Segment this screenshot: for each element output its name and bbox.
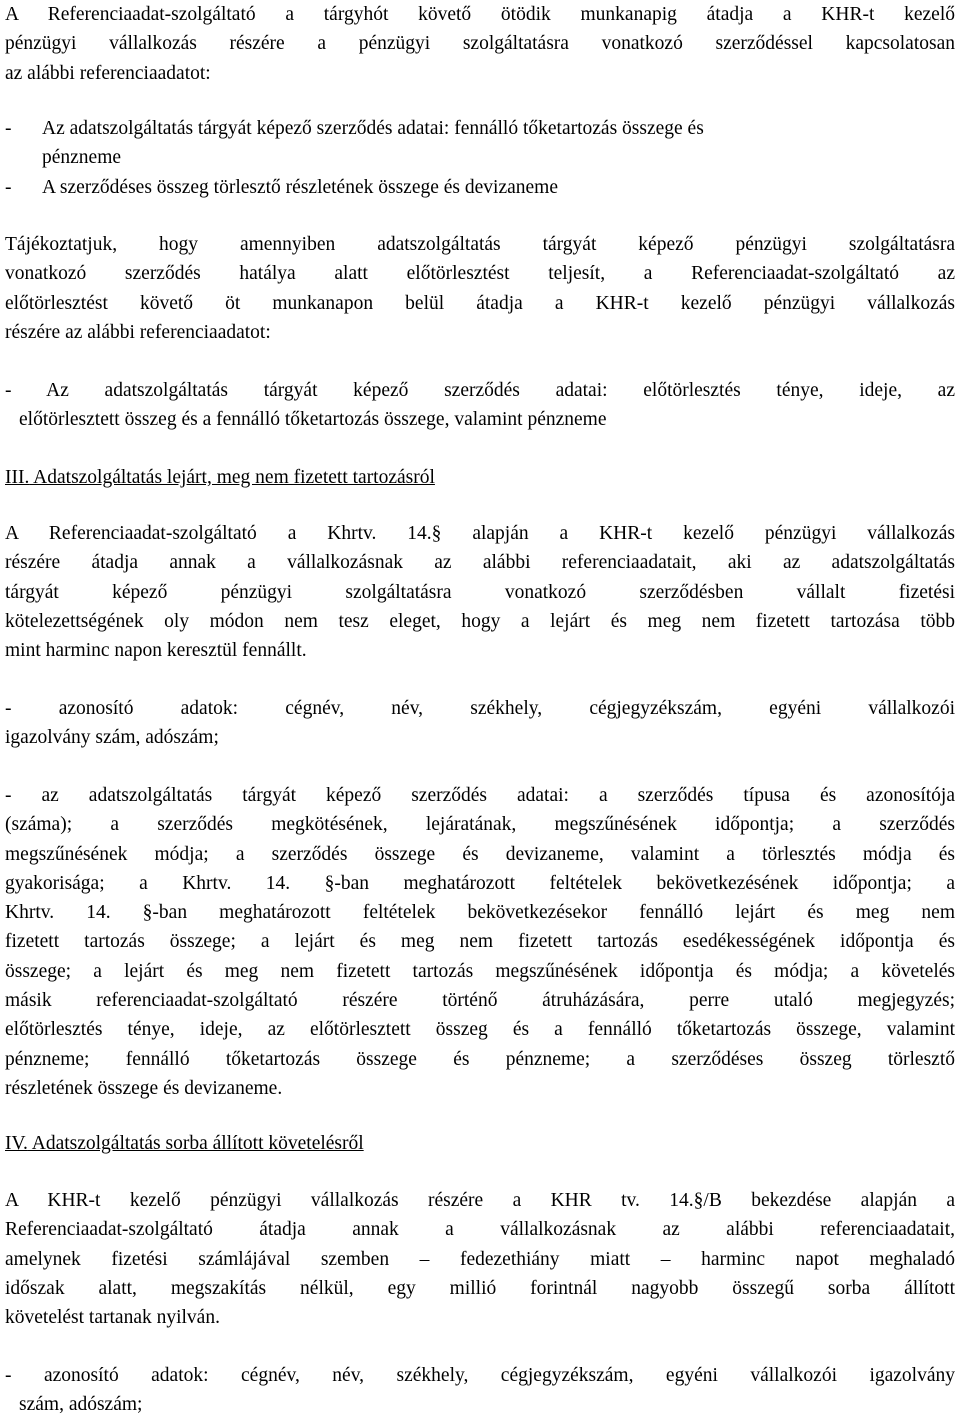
paragraph-overdue	[5, 519, 955, 665]
section-number: III.	[5, 467, 30, 488]
text-line: mint harminc napon keresztül fennállt.	[5, 640, 307, 662]
text-line: - az adatszolgáltatás tárgyát képező szerződés adatai: a szerződés típusa és azonosítója	[5, 785, 955, 806]
text-line: - azonosító adatok: cégnév, név, székhely, cégjegyzékszám, egyéni vállalkozói igazolvány	[5, 1365, 955, 1386]
text-line: részére átadja annak a vállalkozásnak az alábbi referenciaadatait, aki az adatszolgáltatás	[5, 552, 955, 574]
text-line: megszűnésének módja; a szerződés összege és devizaneme, valamint a törlesztés módja és	[5, 843, 955, 865]
text-line: az alábbi referenciaadatot:	[5, 62, 211, 84]
section-heading-iv	[5, 1129, 955, 1158]
paragraph-contract-data	[5, 781, 955, 1103]
paragraph-prepayment	[5, 230, 955, 347]
text-line: igazolvány szám, adószám;	[5, 727, 219, 749]
paragraph-intro	[5, 0, 955, 88]
text-line: időszak alatt, megszakítás nélkül, egy millió forintnál nagyobb összegű sorba állított	[5, 1277, 955, 1299]
text-line: gyakorisága; a Khrtv. 14. §-ban meghatározott feltételek bekövetkezésének időpontja; a	[5, 872, 955, 894]
text-line: tárgyát képező pénzügyi szolgáltatásra vonatkozó szerződésben vállalt fizetési	[5, 581, 955, 603]
text-line: szám, adószám;	[19, 1394, 143, 1416]
text-line: Referenciaadat-szolgáltató átadja annak a vállalkozásnak az alábbi referenciaadatait,	[5, 1219, 955, 1241]
text-line: pénzneme; fennálló tőketartozás összege és pénzneme; a szerződéses összeg törlesztő	[5, 1048, 955, 1070]
list-item-continuation: pénzneme	[42, 147, 122, 169]
text-line: kötelezettségének oly módon nem tesz eleget, hogy a lejárt és meg nem fizetett tartozása több	[5, 610, 955, 632]
text-line: összege; a lejárt és meg nem fizetett tartozás megszűnésének időpontja és módja; a követelés	[5, 960, 955, 982]
list-item: - A szerződéses összeg törlesztő részletének összege és devizaneme	[5, 176, 558, 198]
text-line: Tájékoztatjuk, hogy amennyiben adatszolgáltatás tárgyát képező pénzügyi szolgáltatásra	[5, 234, 955, 255]
text-line: A Referenciaadat-szolgáltató a Khrtv. 14.§ alapján a KHR-t kezelő pénzügyi vállalkozás	[5, 523, 955, 544]
section-heading-iii	[5, 463, 955, 492]
section-title: Adatszolgáltatás lejárt, meg nem fizetett tartozásról	[29, 467, 435, 488]
text-line: amelynek fizetési számlájával szemben – fedezethiány miatt – harminc napot meghaladó	[5, 1248, 955, 1270]
list-item: - Az adatszolgáltatás tárgyát képező szerződés adatai: fennálló tőketartozás összege és	[5, 118, 704, 139]
text-line: követelést tartanak nyilván.	[5, 1307, 220, 1329]
text-line: A Referenciaadat-szolgáltató a tárgyhót követő ötödik munkanapig átadja a KHR-t kezelő	[5, 4, 955, 25]
paragraph-prepayment-data	[5, 376, 955, 435]
text-line: fizetett tartozás összege; a lejárt és meg nem fizetett tartozás esedékességének időpontja és	[5, 931, 955, 953]
text-line: A KHR-t kezelő pénzügyi vállalkozás részére a KHR tv. 14.§/B bekezdése alapján a	[5, 1190, 955, 1211]
text-line: Khrtv. 14. §-ban meghatározott feltételek bekövetkezésekor fennálló lejárt és meg nem	[5, 902, 955, 924]
text-line: előtörlesztett összeg és a fennálló tőketartozás összege, valamint pénzneme	[19, 409, 607, 431]
text-line: - Az adatszolgáltatás tárgyát képező szerződés adatai: előtörlesztés ténye, ideje, az	[5, 380, 955, 401]
text-line: - azonosító adatok: cégnév, név, székhely, cégjegyzékszám, egyéni vállalkozói	[5, 698, 955, 719]
section-number: IV.	[5, 1133, 28, 1154]
text-line: pénzügyi vállalkozás részére a pénzügyi szolgáltatásra vonatkozó szerződéssel kapcsolatosan	[5, 33, 955, 55]
text-line: részletének összege és devizaneme.	[5, 1077, 283, 1099]
paragraph-identifiers	[5, 694, 955, 753]
section-title: Adatszolgáltatás sorba állított követelésről	[27, 1133, 364, 1154]
text-line: (száma); a szerződés megkötésének, lejáratának, megszűnésének időpontja; a szerződés	[5, 814, 955, 836]
text-line: másik referenciaadat-szolgáltató részére történő átruházására, perre utaló megjegyzés;	[5, 990, 955, 1012]
bullet-list	[5, 114, 955, 202]
paragraph-identifiers-2	[5, 1361, 955, 1420]
text-line: előtörlesztést követő öt munkanapon belül átadja a KHR-t kezelő pénzügyi vállalkozás	[5, 292, 955, 314]
text-line: vonatkozó szerződés hatálya alatt előtörlesztést teljesít, a Referenciaadat-szolgáltató az	[5, 263, 955, 285]
text-line: részére az alábbi referenciaadatot:	[5, 321, 271, 343]
text-line: előtörlesztés ténye, ideje, az előtörlesztett összeg és a fennálló tőketartozás összege, valamint	[5, 1019, 955, 1041]
paragraph-queued-claims	[5, 1186, 955, 1332]
